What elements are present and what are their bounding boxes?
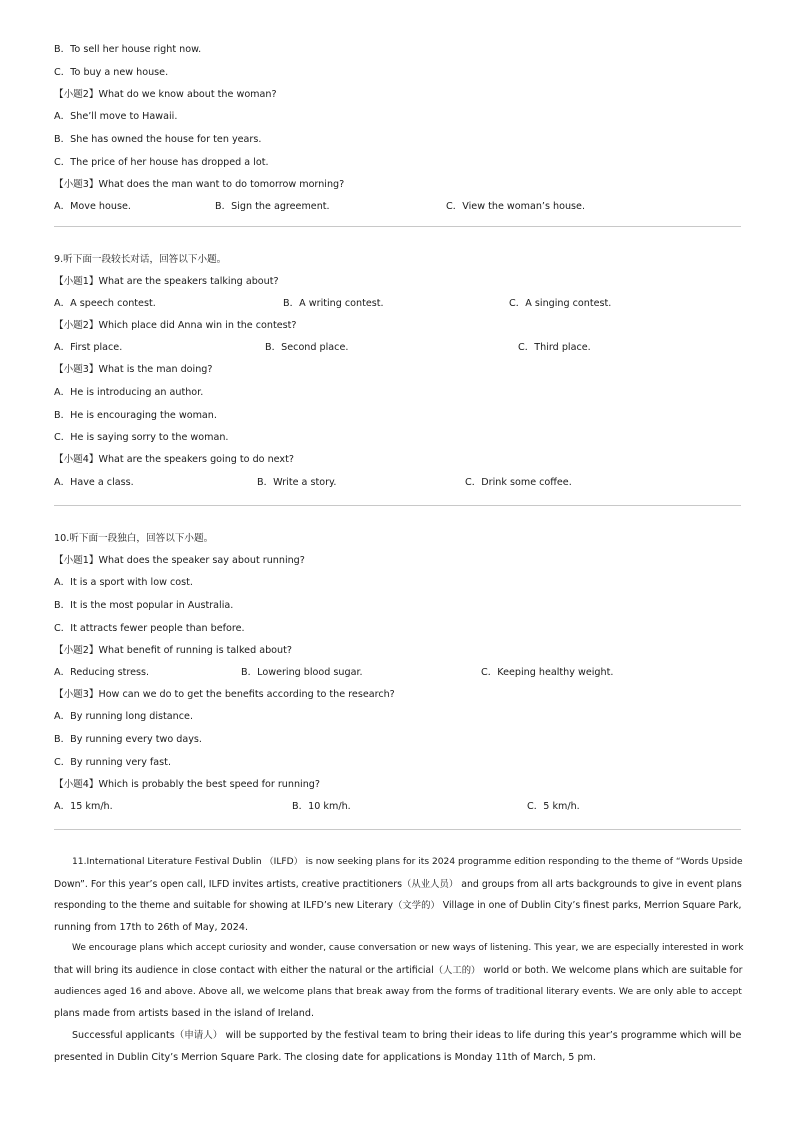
q10-sq4-option-b: B．10 km/h. [292, 801, 351, 812]
q8-sq3-option-b: B．Sign the agreement. [215, 201, 330, 212]
q11-paragraph-2 [54, 938, 744, 1024]
q11-paragraph-3 [54, 1025, 744, 1068]
q10-subquestion-3: 【小题3】How can we do to get the benefits according to the research? [54, 689, 395, 700]
passage-line: 11.International Literature Festival Dublin （ILFD） is now seeking plans for its 2024 programme edition responding to the theme of “Words Upside [72, 857, 743, 867]
q9-subquestion-2: 【小题2】Which place did Anna win in the contest? [54, 320, 297, 331]
passage-line: running from 17th to 26th of May, 2024. [54, 921, 249, 933]
q9-sq1-option-c: C．A singing contest. [509, 298, 612, 309]
q10-sq3-option-a: A．By running long distance. [54, 711, 193, 722]
passage-line: We encourage plans which accept curiosity and wonder, cause conversation or new ways of listening. This year, we are especially interested in work [72, 943, 744, 953]
q8-option-c: C．To buy a new house. [54, 67, 169, 78]
q9-sq1-option-a: A．A speech contest. [54, 298, 156, 309]
q10-sq2-option-b: B．Lowering blood sugar. [241, 667, 363, 678]
passage-line: audiences aged 16 and above. Above all, we welcome plans that break away from the forms of traditional literary events. We are only able to accept [54, 986, 742, 998]
divider [54, 226, 741, 227]
q10-sq4-option-a: A．15 km/h. [54, 801, 113, 812]
q10-sq4-option-c: C．5 km/h. [527, 801, 580, 812]
q9-heading: 9.听下面一段较长对话，回答以下小题。 [54, 254, 227, 265]
q9-sq2-option-a: A．First place. [54, 342, 123, 353]
q11-paragraph-1 [54, 852, 744, 938]
divider [54, 829, 741, 830]
q9-sq4-option-c: C．Drink some coffee. [465, 477, 572, 488]
q10-sq1-option-b: B．It is the most popular in Australia. [54, 600, 234, 611]
passage-line: Successful applicants（申请人） will be supported by the festival team to bring their ideas to life during this year’s programme which will be [72, 1030, 742, 1041]
passage-line: that will bring its audience in close contact with either the natural or the artificial（人工的） world or both. We welcome plans which are suitable for [54, 964, 743, 976]
q10-subquestion-2: 【小题2】What benefit of running is talked about? [54, 645, 292, 656]
q8-sq3-option-c: C．View the woman’s house. [446, 201, 586, 212]
divider [54, 505, 741, 506]
q10-sq2-option-a: A．Reducing stress. [54, 667, 150, 678]
passage-line: plans made from artists based in the island of Ireland. [54, 1007, 315, 1019]
passage-line: responding to the theme and suitable for showing at ILFD’s new Literary（文学的） Village in one of Dublin City’s finest parks, Merrion Square Park, [54, 900, 742, 912]
q9-sq4-option-b: B．Write a story. [257, 477, 337, 488]
q8-sq3-option-a: A．Move house. [54, 201, 131, 212]
q10-sq2-option-c: C．Keeping healthy weight. [481, 667, 614, 678]
q8-subquestion-3: 【小题3】What does the man want to do tomorrow morning? [54, 179, 345, 190]
q9-sq4-option-a: A．Have a class. [54, 477, 134, 488]
q9-sq2-option-b: B．Second place. [265, 342, 349, 353]
q8-sq2-option-c: C．The price of her house has dropped a lot. [54, 157, 269, 168]
q10-sq1-option-a: A．It is a sport with low cost. [54, 577, 193, 588]
q8-option-b: B．To sell her house right now. [54, 44, 202, 55]
q9-subquestion-4: 【小题4】What are the speakers going to do next? [54, 454, 294, 465]
q10-heading: 10.听下面一段独白，回答以下小题。 [54, 533, 214, 544]
q9-sq3-option-a: A．He is introducing an author. [54, 387, 204, 398]
q9-sq2-option-c: C．Third place. [518, 342, 591, 353]
q10-subquestion-1: 【小题1】What does the speaker say about running? [54, 555, 305, 566]
q9-sq3-option-b: B．He is encouraging the woman. [54, 410, 217, 421]
q10-sq1-option-c: C．It attracts fewer people than before. [54, 623, 245, 634]
q9-sq1-option-b: B．A writing contest. [283, 298, 384, 309]
q8-sq2-option-a: A．She’ll move to Hawaii. [54, 111, 178, 122]
q8-sq2-option-b: B．She has owned the house for ten years. [54, 134, 262, 145]
q9-sq3-option-c: C．He is saying sorry to the woman. [54, 432, 229, 443]
q8-subquestion-2: 【小题2】What do we know about the woman? [54, 89, 277, 100]
q9-subquestion-1: 【小题1】What are the speakers talking about? [54, 276, 279, 287]
q10-sq3-option-b: B．By running every two days. [54, 734, 202, 745]
q9-subquestion-3: 【小题3】What is the man doing? [54, 364, 213, 375]
q10-subquestion-4: 【小题4】Which is probably the best speed for running? [54, 779, 320, 790]
q10-sq3-option-c: C．By running very fast. [54, 757, 171, 768]
passage-line: Down”. For this year’s open call, ILFD invites artists, creative practitioners（从业人员） and groups from all arts backgrounds to give in event plans [54, 878, 742, 890]
passage-line: presented in Dublin City’s Merrion Square Park. The closing date for applications is Monday 11th of March, 5 pm. [54, 1051, 596, 1063]
